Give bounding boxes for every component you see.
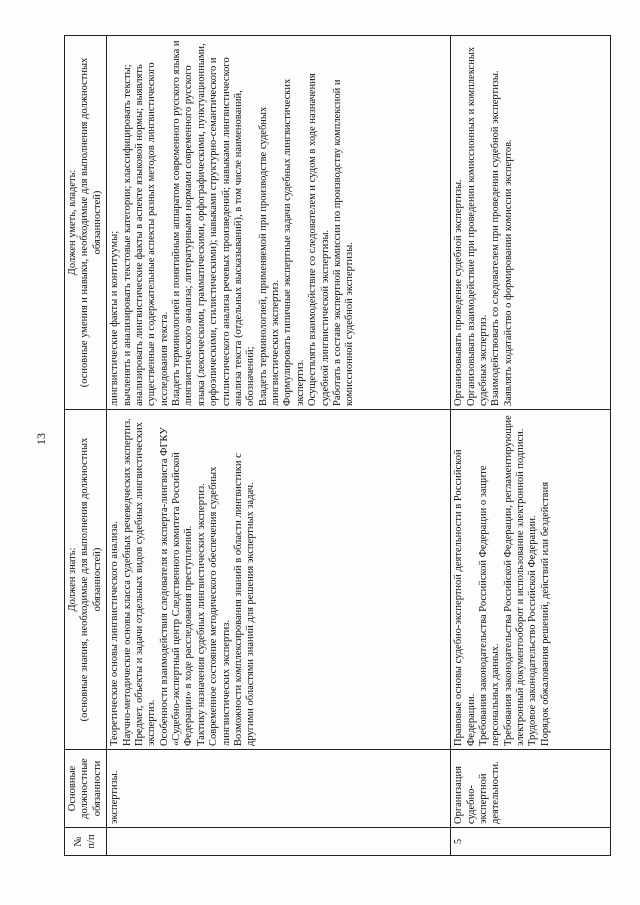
rotated-table-container: [64, 36, 610, 856]
header-know-sub: (основные знания, необходимые для выполнения должностных обязанностей): [79, 437, 103, 722]
skill-item: Взаимодействовать со следователем при проведении судебной экспертизы.: [490, 70, 502, 406]
page-number: 13: [34, 433, 48, 445]
row1-function: экспертизы.: [107, 750, 451, 828]
table-header-row: [65, 36, 107, 856]
know-item: Правовые основы судебно-экспертной деятельности в Российской Федерации.: [453, 449, 477, 746]
know-item: Теоретические основы лингвистического анализа.: [109, 521, 121, 746]
header-skill-sub: (основные умения и навыки, необходимые для выполнения должностных обязанностей): [79, 57, 103, 388]
skill-item: Заявлять ходатайство о формировании комиссии экспертов.: [502, 139, 514, 406]
know-item: Возможности комплексирования знаний в области лингвистики с другими областями знаний для решения экспертных задач.: [232, 453, 257, 746]
row2-function: Организация судебно-экспертной деятельности.: [451, 750, 611, 828]
row2-skill: [451, 36, 611, 410]
skill-item: лингвистические факты и контитуумы;: [109, 230, 121, 406]
header-num: № п/п: [65, 828, 107, 856]
know-item: Требования законодательства Российской Федерации о защите персональных данных.: [477, 465, 502, 746]
table-row: [451, 36, 611, 856]
skill-item: Владеть терминологией, применяемой при производстве судебных лингвистических экспертиз.: [257, 106, 281, 406]
competency-table: [64, 35, 611, 856]
skill-item: Организовывать взаимодействие при проведении комиссионных и комплексных судебных экспертиз.: [465, 46, 489, 406]
header-skill: [65, 36, 107, 410]
skill-item: Организовывать проведение судебной экспертизы.: [453, 179, 465, 406]
skill-item: вычленять и анализировать текстовые категории; классифицировать тексты; анализировать лингвистические факты в аспекте языковой нормы; выявлять существенные и содержательные аспекты разных методов лингвистического исследования текста.: [121, 62, 170, 406]
row1-skill: [107, 36, 451, 410]
know-item: Предмет, объекты и задачи отдельных видов судебных лингвистических экспертиз.: [133, 422, 158, 746]
skill-item: Владеть терминологией и понятийным аппаратом современного русского языка и лингвистического анализа; литературными нормами современного русского языка (лексическими, грамматическими, орфографическими, пунктуационными, орфоэпическими, стилистическими); навыками структурно-семантического и стилистического анализа речевых произведений; навыками лингвистического анализа текста (отдельных высказываний), в том числе наименований, обозначений;: [171, 40, 257, 406]
know-item: Требования законодательства Российской Федерации, регламентирующие электронный документооборот и использование электронной подписи.: [502, 415, 526, 746]
skill-item: Формулировать типичные экспертные задачи судебных лингвистических экспертиз.: [282, 78, 306, 406]
row2-num: 5: [451, 828, 611, 856]
know-item: Научно-методические основы класса судебных речеведческих экспертиз.: [121, 418, 133, 746]
know-item: Трудовое законодательство Российской Федерации.: [527, 515, 539, 746]
skill-item: Осуществлять взаимодействие со следователем и судом в ходе назначения судебной лингвистической экспертизы.: [307, 73, 331, 406]
header-function: Основные должностные обязанности: [65, 750, 107, 828]
know-item: Тактику назначения судебных лингвистических экспертиз.: [195, 483, 207, 746]
header-know-title: Должен знать:: [67, 547, 78, 612]
skill-item: Работать в составе экспертной комиссии по производству комплексной и комиссионной судебной экспертизы.: [331, 79, 356, 406]
know-item: Особенности взаимодействия следователя и эксперта-лингвиста ФГКУ «Судебно-экспертный центр Следственного комитета Российской Федерации» в ходе расследования преступлений.: [158, 427, 195, 746]
know-item: Порядок обжалования решений, действий или бездействия: [539, 481, 551, 746]
header-know: [65, 410, 107, 750]
know-item: Современное состояние методического обеспечения судебных лингвистических экспертиз.: [208, 466, 232, 746]
row2-know: [451, 410, 611, 750]
table-row: [107, 36, 451, 856]
header-skill-title: Должен уметь, владеть:: [67, 169, 78, 276]
row1-know: [107, 410, 451, 750]
row1-num: [107, 828, 451, 856]
